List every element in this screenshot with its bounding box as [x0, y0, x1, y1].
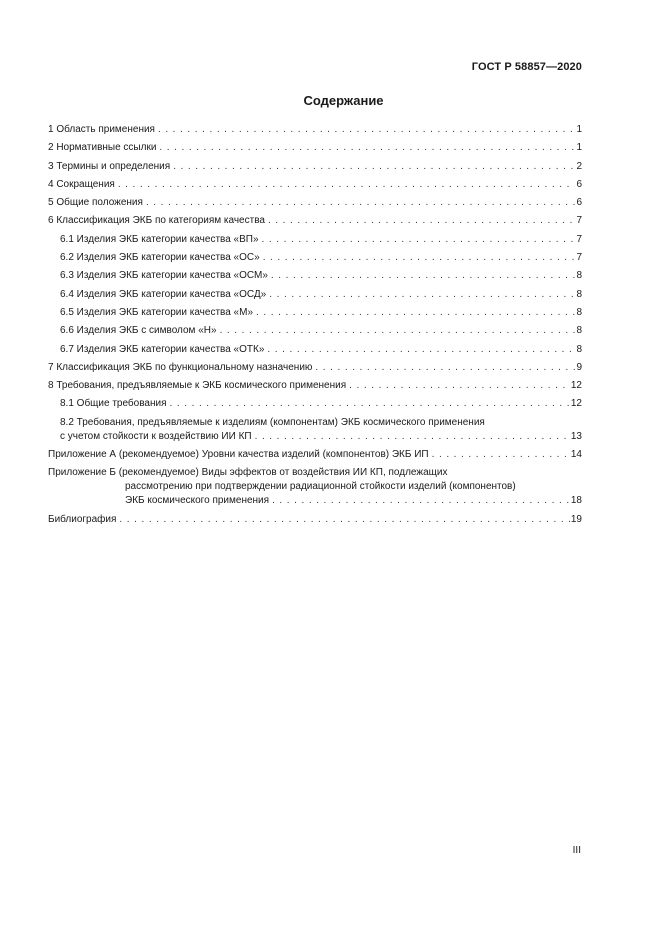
- toc-entry-1[interactable]: [48, 123, 582, 137]
- toc-entry-label: Приложение А (рекомендуемое) Уровни качества изделий (компонентов) ЭКБ ИП: [48, 449, 429, 461]
- toc-entry-label: 6.3 Изделия ЭКБ категории качества «ОСМ»: [60, 270, 268, 282]
- toc-entry-label-line1: 8.2 Требования, предъявляемые к изделиям (компонентам) ЭКБ космического применения: [60, 416, 485, 428]
- page-number: III: [572, 845, 581, 856]
- toc-entry-page: 8: [576, 325, 582, 337]
- toc-entry-page: 19: [570, 513, 582, 525]
- toc-entry-label-line1: Приложение Б (рекомендуемое) Виды эффектов от воздействия ИИ КП, подлежащих: [48, 467, 448, 479]
- toc-entry-page: 7: [576, 252, 582, 264]
- standard-code: ГОСТ Р 58857—2020: [471, 61, 582, 73]
- toc-entry-label-line2: рассмотрению при подтверждении радиационной стойкости изделий (компонентов): [125, 481, 516, 493]
- toc-entry-label: 6.7 Изделия ЭКБ категории качества «ОТК»: [60, 343, 265, 355]
- toc-leader-dots: [158, 123, 575, 137]
- toc-entry-6-4[interactable]: [48, 288, 582, 302]
- toc-leader-dots: [159, 141, 575, 155]
- toc-leader-dots: [263, 251, 576, 265]
- toc-leader-dots: [432, 448, 570, 462]
- toc-entry-page: 7: [576, 233, 582, 245]
- toc-entry-page: 8: [576, 306, 582, 318]
- toc-entry-page: 14: [570, 449, 582, 461]
- toc-leader-dots: [173, 160, 575, 174]
- toc-entry-2[interactable]: [48, 141, 582, 155]
- page-title: Содержание: [303, 93, 384, 108]
- toc-entry-label: 6 Классификация ЭКБ по категориям качества: [48, 215, 265, 227]
- toc-leader-dots: [315, 361, 575, 375]
- toc-entry-6-7[interactable]: [48, 343, 582, 357]
- toc-entry-page: 6: [576, 178, 582, 190]
- toc-entry-page: 6: [576, 197, 582, 209]
- toc-entry-label: 1 Область применения: [48, 124, 155, 135]
- toc-entry-appendix-a[interactable]: [48, 448, 582, 462]
- toc-entry-label: 7 Классификация ЭКБ по функциональному назначению: [48, 361, 313, 373]
- toc-leader-dots: [170, 397, 570, 411]
- toc-entry-appendix-b[interactable]: [48, 466, 582, 508]
- toc-leader-dots: [119, 513, 569, 527]
- toc-entry-label: 6.4 Изделия ЭКБ категории качества «ОСД»: [60, 288, 267, 300]
- toc-entry-label: 8 Требования, предъявляемые к ЭКБ космического применения: [48, 380, 347, 392]
- toc-entry-label: 6.1 Изделия ЭКБ категории качества «ВП»: [60, 233, 259, 245]
- toc-entry-label: 6.6 Изделия ЭКБ с символом «Н»: [60, 325, 217, 337]
- toc-entry-6-3[interactable]: [48, 269, 582, 283]
- toc-leader-dots: [256, 306, 575, 320]
- toc-leader-dots: [255, 430, 570, 444]
- toc-entry-page: 1: [576, 142, 582, 154]
- toc-entry-page: 9: [576, 361, 582, 373]
- toc-entry-8-1[interactable]: [48, 397, 582, 411]
- toc-entry-page: 12: [570, 380, 582, 392]
- toc-entry-label: 5 Общие положения: [48, 197, 143, 209]
- toc-entry-7[interactable]: [48, 361, 582, 375]
- toc-entry-6-6[interactable]: [48, 324, 582, 338]
- toc-leader-dots: [146, 196, 576, 210]
- toc-leader-dots: [267, 343, 575, 357]
- toc-leader-dots: [271, 269, 576, 283]
- toc-entry-page: 12: [570, 398, 582, 410]
- toc-entry-4[interactable]: [48, 178, 582, 192]
- toc-entry-5[interactable]: [48, 196, 582, 210]
- toc-leader-dots: [118, 178, 576, 192]
- toc-entry-label: 2 Нормативные ссылки: [48, 142, 157, 154]
- toc-entry-6-5[interactable]: [48, 306, 582, 320]
- toc-entry-label: 6.5 Изделия ЭКБ категории качества «М»: [60, 306, 254, 318]
- toc-entry-8[interactable]: [48, 379, 582, 393]
- toc-entry-page: 1: [576, 124, 582, 135]
- toc-leader-dots: [272, 494, 570, 508]
- toc-entry-page: 2: [576, 160, 582, 172]
- table-of-contents: [48, 123, 582, 531]
- toc-entry-label: 8.1 Общие требования: [60, 398, 167, 410]
- toc-entry-label-line3: ЭКБ космического применения: [125, 495, 270, 507]
- toc-entry-8-2[interactable]: [48, 416, 582, 444]
- toc-leader-dots: [349, 379, 570, 393]
- toc-entry-label: Библиография: [48, 513, 117, 525]
- toc-leader-dots: [262, 233, 576, 247]
- toc-entry-3[interactable]: [48, 160, 582, 174]
- toc-entry-6-1[interactable]: [48, 233, 582, 247]
- toc-entry-label: 6.2 Изделия ЭКБ категории качества «ОС»: [60, 252, 260, 264]
- toc-entry-bibliography[interactable]: [48, 513, 582, 527]
- toc-entry-page: 18: [570, 495, 582, 507]
- toc-leader-dots: [268, 214, 575, 228]
- toc-entry-page: 13: [570, 430, 582, 442]
- toc-leader-dots: [269, 288, 575, 302]
- toc-entry-6[interactable]: [48, 214, 582, 228]
- toc-entry-page: 8: [576, 288, 582, 300]
- toc-leader-dots: [220, 324, 576, 338]
- toc-entry-page: 7: [576, 215, 582, 227]
- toc-entry-page: 8: [576, 270, 582, 282]
- toc-entry-6-2[interactable]: [48, 251, 582, 265]
- toc-entry-label: 3 Термины и определения: [48, 160, 171, 172]
- toc-entry-page: 8: [576, 343, 582, 355]
- toc-entry-label-line2: с учетом стойкости к воздействию ИИ КП: [60, 430, 252, 442]
- toc-entry-label: 4 Сокращения: [48, 178, 115, 190]
